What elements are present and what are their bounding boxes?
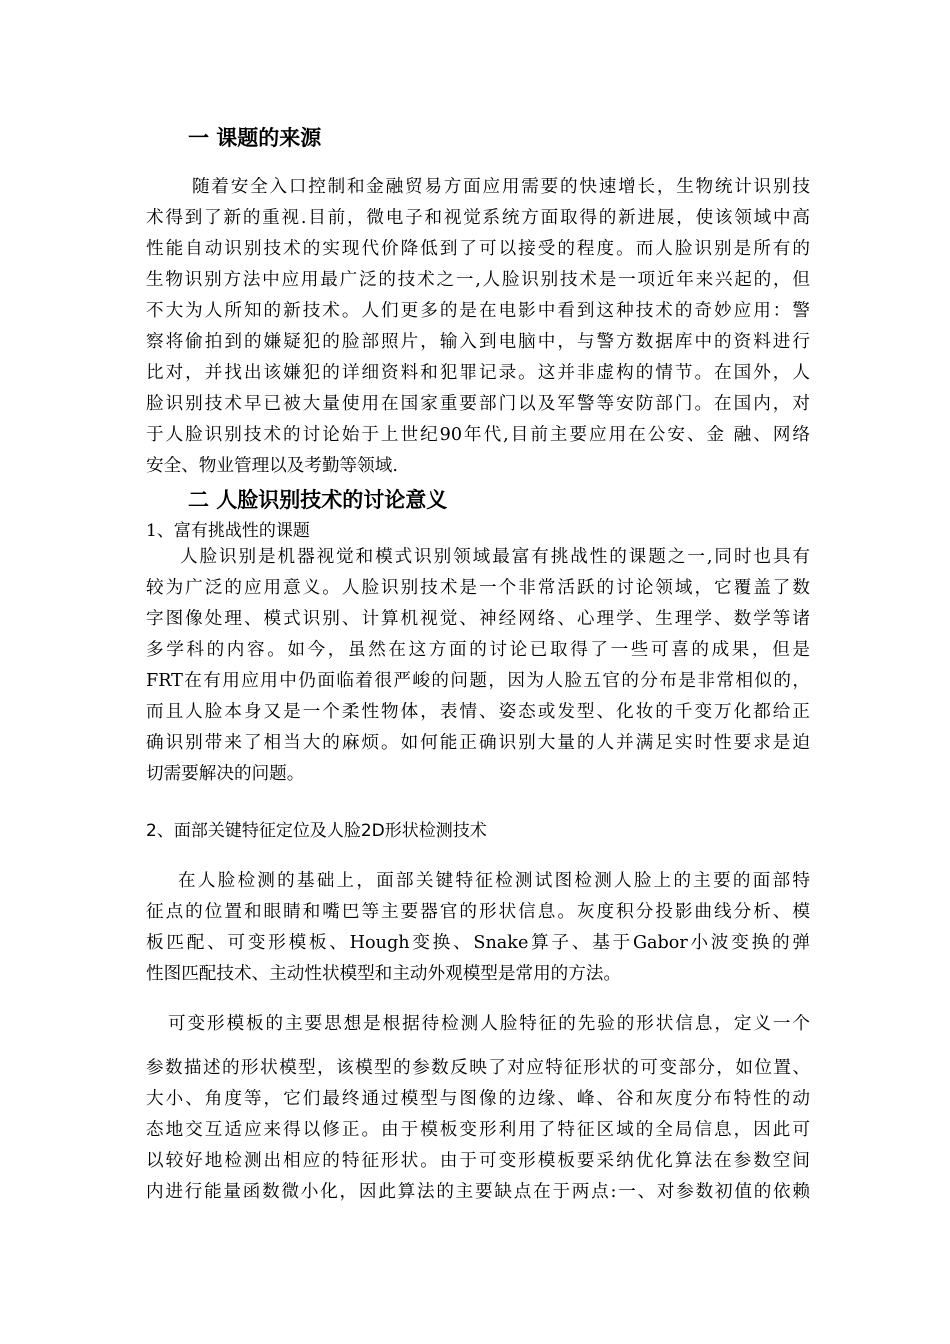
subsection-title-feature-detection: 2、面部关键特征定位及人脸2D形状检测技术 <box>146 821 487 841</box>
paragraph-line: 较为广泛的应用意义。人脸识别技术是一个非常活跃的讨论领域，它覆盖了数 <box>146 578 810 598</box>
paragraph-deformable-template <box>146 1053 810 1208</box>
paragraph-line: 生物识别方法中应用最广泛的技术之一,人脸识别技术是一项近年来兴起的，但 <box>146 270 810 290</box>
paragraph-line: 安全、物业管理以及考勤等领域. <box>146 456 398 476</box>
paragraph-line: 人脸识别是机器视觉和模式识别领域最富有挑战性的课题之一,同时也具有 <box>180 547 810 567</box>
paragraph-line: 确识别带来了相当大的麻烦。如何能正确识别大量的人并满足实时性要求是迫 <box>146 733 810 753</box>
paragraph-line: 于人脸识别技术的讨论始于上世纪90年代,目前主要应用在公安、金 融、网络 <box>146 425 810 445</box>
paragraph-deformable-template-intro <box>146 1009 810 1040</box>
subsection-title-challenge: 1、富有挑战性的课题 <box>146 521 310 541</box>
paragraph-line: 性能自动识别技术的实现代价降低到了可以接受的程度。而人脸识别是所有的 <box>146 239 810 259</box>
section-heading-source: 一 课题的来源 <box>188 126 322 150</box>
paragraph-line: 板匹配、可变形模板、Hough变换、Snake算子、基于Gabor小波变换的弹 <box>146 933 810 953</box>
paragraph-line: 以较好地检测出相应的特征形状。由于可变形模板要采纳优化算法在参数空间 <box>146 1151 810 1171</box>
paragraph-line: 征点的位置和眼睛和嘴巴等主要器官的形状信息。灰度积分投影曲线分析、模 <box>146 902 810 922</box>
paragraph-line: 察将偷拍到的嫌疑犯的脸部照片，输入到电脑中，与警方数据库中的资料进行 <box>146 332 810 352</box>
paragraph-line: FRT在有用应用中仍面临着很严峻的问题，因为人脸五官的分布是非常相似的， <box>146 671 810 691</box>
paragraph-feature-detection <box>146 866 810 990</box>
paragraph-line: 脸识别技术早已被大量使用在国家重要部门以及军警等安防部门。在国内，对 <box>146 394 810 414</box>
paragraph-line: 术得到了新的重视.目前，微电子和视觉系统方面取得的新进展，使该领域中高 <box>146 208 810 228</box>
paragraph-challenge <box>146 542 810 790</box>
paragraph-line: 态地交互适应来得以修正。由于模板变形利用了特征区域的全局信息，因此可 <box>146 1120 810 1140</box>
paragraph-line: 可变形模板的主要思想是根据待检测人脸特征的先验的形状信息，定义一个 <box>168 1014 810 1034</box>
paragraph-source <box>146 172 810 482</box>
paragraph-line: 而且人脸本身又是一个柔性物体，表情、姿态或发型、化妆的千变万化都给正 <box>146 702 810 722</box>
paragraph-line: 不大为人所知的新技术。人们更多的是在电影中看到这种技术的奇妙应用：警 <box>146 301 810 321</box>
paragraph-line: 字图像处理、模式识别、计算机视觉、神经网络、心理学、生理学、数学等诸 <box>146 609 810 629</box>
paragraph-line: 切需要解决的问题。 <box>146 764 305 784</box>
paragraph-line: 性图匹配技术、主动性状模型和主动外观模型是常用的方法。 <box>146 964 622 984</box>
paragraph-line: 多学科的内容。如今，虽然在这方面的讨论已取得了一些可喜的成果，但是 <box>146 640 810 660</box>
paragraph-line: 大小、角度等，它们最终通过模型与图像的边缘、峰、谷和灰度分布特性的动 <box>146 1089 810 1109</box>
section-heading-significance: 二 人脸识别技术的讨论意义 <box>188 488 448 512</box>
paragraph-line: 随着安全入口控制和金融贸易方面应用需要的快速增长，生物统计识别技 <box>192 177 810 197</box>
paragraph-line: 比对，并找出该嫌犯的详细资料和犯罪记录。这并非虚构的情节。在国外，人 <box>146 363 810 383</box>
paragraph-line: 内进行能量函数微小化，因此算法的主要缺点在于两点:一、对参数初值的依赖 <box>146 1182 810 1202</box>
paragraph-line: 在人脸检测的基础上，面部关键特征检测试图检测人脸上的主要的面部特 <box>178 871 810 891</box>
paragraph-line: 参数描述的形状模型，该模型的参数反映了对应特征形状的可变部分，如位置、 <box>146 1058 810 1078</box>
